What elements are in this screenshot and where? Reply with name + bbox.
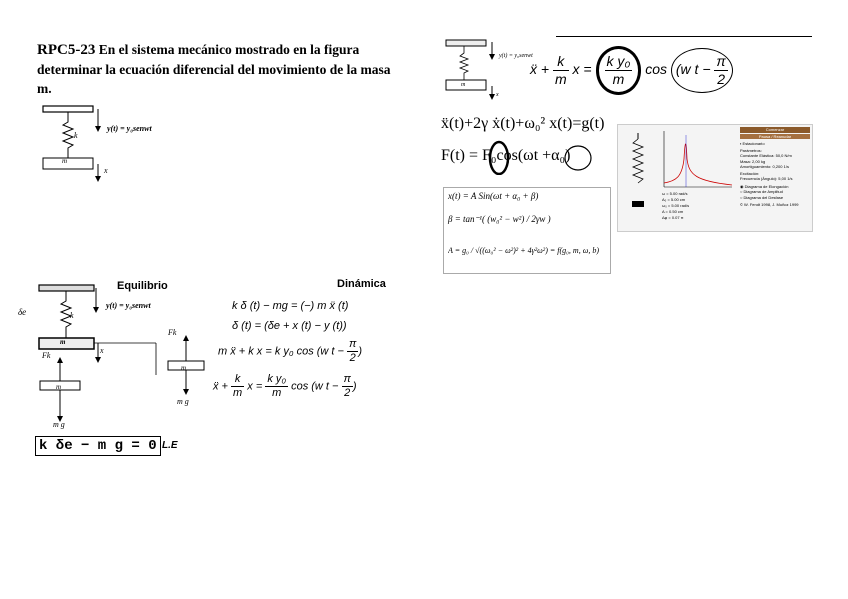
solution-line-3: A = g₀ / √((ω₀² − ω²)² + 4γ²ω²) = f(g₀, m, ω, b) xyxy=(448,246,600,255)
fk-arrow-1-head xyxy=(57,357,63,363)
eq-dyn-1: k δ (t) − mg = (−) m ẍ (t) xyxy=(232,300,349,312)
k-label-2: k xyxy=(70,311,74,320)
x-label-1: x xyxy=(104,166,108,175)
force-circles xyxy=(482,139,602,175)
eq3-frac: $\frac{\pi}{2}$ xyxy=(349,338,357,364)
spring-symbol xyxy=(63,112,73,158)
sim-mass xyxy=(632,201,644,207)
right-diagram xyxy=(444,38,524,104)
sim-spring xyxy=(624,131,652,225)
circle-alpha0 xyxy=(565,146,591,170)
top-rule xyxy=(556,36,812,37)
fk-label-1: Fk xyxy=(42,351,51,360)
x-label-3: x xyxy=(496,92,499,98)
m-label-5: m xyxy=(461,82,466,88)
m-label-3: m xyxy=(56,383,62,391)
fk-label-2: Fk xyxy=(168,328,177,337)
ode-equation: ẍ(t)+2γ ẋ(t)+ω₀² x(t)=g(t) xyxy=(441,115,605,132)
top-left-diagram xyxy=(40,104,200,186)
simulation-panel xyxy=(617,124,813,232)
spring-symbol-3 xyxy=(460,46,468,80)
solution-line-1: x(t) = A Sin(ωt + α₀ + β) xyxy=(448,191,539,201)
arrow-y-head xyxy=(95,126,101,132)
dinamica-heading: Dinámica xyxy=(337,278,386,290)
resonance-curve xyxy=(656,129,734,191)
support-plate-3 xyxy=(446,40,486,46)
arrow-y2-head xyxy=(93,307,99,313)
arrow-x2-head xyxy=(95,357,101,363)
equilibrium-equation: k δe − m g = 0 xyxy=(35,436,161,456)
mg-label-1: m g xyxy=(53,420,65,429)
mg-arrow-2-head xyxy=(183,389,189,395)
circled-phase: (w t − $\frac{\pi}{2}$ xyxy=(671,48,733,93)
mass-block-3 xyxy=(446,80,486,90)
eq-dyn-2: δ (t) = (δe + x (t) − y (t)) xyxy=(232,320,347,332)
eq3-left: m ẍ + k x = k y₀ cos (w t − xyxy=(218,345,344,358)
fk-arrow-2-head xyxy=(183,335,189,341)
sim-opt-3[interactable]: ○ Diagrama del Desfase xyxy=(740,194,784,200)
solution-line-2: β = tan⁻¹( (w₀² − w²) / 2γw ) xyxy=(448,214,551,224)
support-plate-2 xyxy=(39,285,94,291)
sim-row-freq[interactable]: Frecuencia (Ángulo): 5,00 1/s xyxy=(740,176,793,181)
problem-statement: En el sistema mecánico mostrado en la figura determinar la ecuación diferencial del movimiento de la masa m. xyxy=(37,42,391,96)
sim-row-2[interactable]: Amortiguamiento: 0,200 1/s xyxy=(740,164,789,169)
eq-dyn-4: ẍ + $\frac{k}{m}$ x = $\frac{\text{k y₀}}{m}$ cos (w t − $\frac{\pi}{2}$ ) xyxy=(213,373,357,399)
sim-controls[interactable]: Comenzar Pausa / Reanudar ▪ Estacionario Parámetros: Constante Elástica: 50,0 N/m Masa: 2,00 kg Amortiguamiento: 0,200 1/s Excitación: Frecuencia (Ángulo): 5,00 1/s ◉ Diagrama de Elongación ○ Diagrama de Amplitud ○ Diagrama del Desfase © W. Fendt 1998, J. Muñoz 1999 xyxy=(740,127,810,208)
arrow-x3-head xyxy=(489,94,495,100)
arrow-x-head xyxy=(95,176,101,182)
sim-readouts: ω = 5.00 rad/s A₀ = 5.00 cm ω₀ = 5.00 rad/s A = 0.50 cm Δφ = 0.07 π xyxy=(662,191,690,220)
force-equation: F(t) = F₀cos(ωt +α₀) xyxy=(441,147,571,164)
sim-check-stationary[interactable]: ▪ Estacionario xyxy=(740,141,765,146)
support-plate xyxy=(43,106,93,112)
mg-label-2: m g xyxy=(177,397,189,406)
drive-label-2: y(t) = y₀senwt xyxy=(106,301,151,310)
sim-row-0[interactable]: Constante Elástica: 50,0 N/m xyxy=(740,153,792,158)
problem-title xyxy=(37,40,407,98)
sim-row-1[interactable]: Masa: 2,00 kg xyxy=(740,158,766,164)
mass-block xyxy=(43,158,93,169)
m-label-4: m xyxy=(181,364,187,372)
sim-opt-2[interactable]: ○ Diagrama de Amplitud xyxy=(740,189,783,194)
solution-box xyxy=(443,187,611,274)
delta-e-label: δe xyxy=(18,307,27,317)
sim-pause-button[interactable]: Pausa / Reanudar xyxy=(740,134,810,140)
drive-label-1: y(t) = y₀senwt xyxy=(107,124,152,133)
drive-label-3: y(t) = y₀senwt xyxy=(499,53,533,59)
top-equation: ẍ + $\frac{k}{m}$ x = $\frac{\text{k y₀}}{m}$ cos (w t − $\frac{\pi}{2}$ xyxy=(530,46,733,95)
problem-code: RPC5-23 xyxy=(37,42,96,58)
sim-footer: © W. Fendt 1998, J. Muñoz 1999 xyxy=(740,202,799,207)
eq-dyn-3: m ẍ + k x = k y₀ cos (w t − $\frac{\pi}{2}$ ) xyxy=(218,338,363,364)
m-label-1: m xyxy=(62,157,68,165)
equilibrio-heading: Equilibrio xyxy=(117,280,168,292)
arrow-y3-head xyxy=(489,54,495,60)
equilibrium-tag: L.E xyxy=(162,440,178,451)
mass-block-2 xyxy=(39,338,94,349)
m-label-2: m xyxy=(60,338,66,346)
k-label-1: k xyxy=(74,131,78,140)
circle-f0 xyxy=(490,142,508,174)
circled-kyo-frac: $\frac{\text{k y₀}}{m}$ xyxy=(596,46,642,95)
x-label-2: x xyxy=(100,346,104,355)
sim-start-button[interactable]: Comenzar xyxy=(740,127,810,133)
sim-opt-1[interactable]: ◉ Diagrama de Elongación xyxy=(740,183,789,189)
